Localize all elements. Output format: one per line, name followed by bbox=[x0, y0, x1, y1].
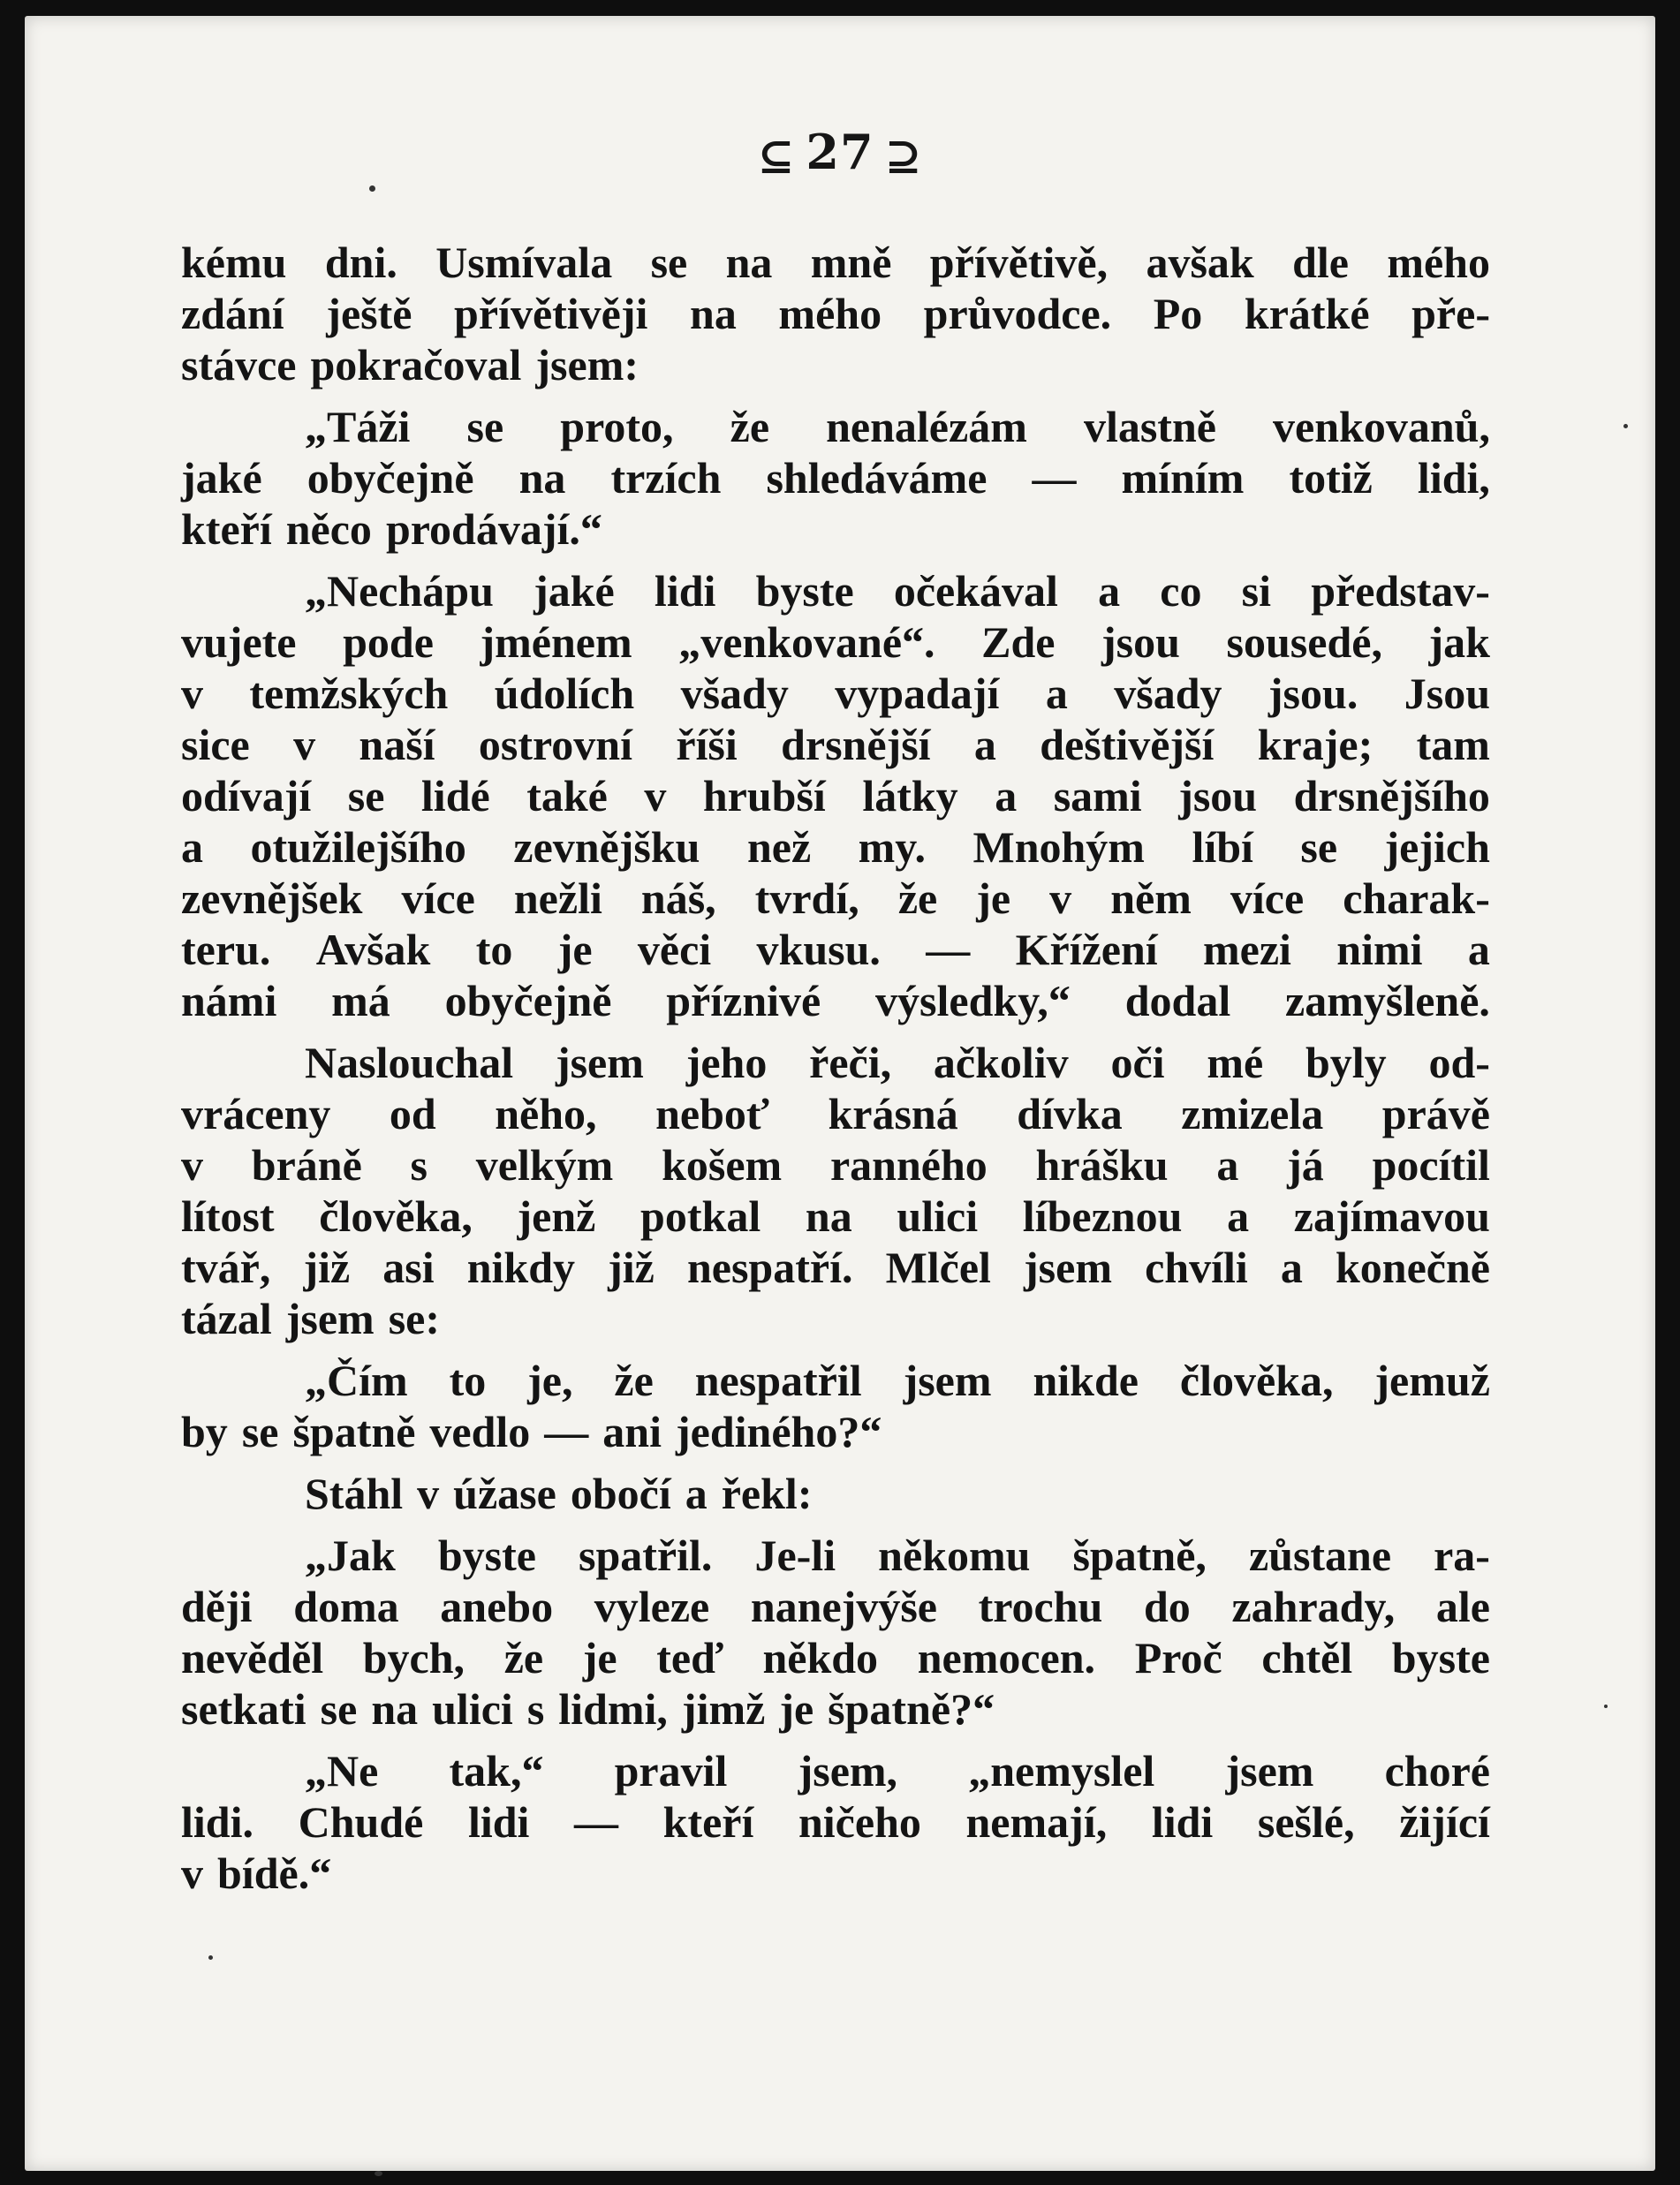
word: v bbox=[181, 669, 203, 718]
word: oči bbox=[1110, 1038, 1165, 1087]
word: mého bbox=[1387, 238, 1490, 287]
text-line bbox=[181, 1683, 1490, 1735]
word: jenž bbox=[517, 1191, 596, 1241]
text-line bbox=[181, 616, 1490, 668]
word: ačkoliv bbox=[933, 1038, 1069, 1087]
word: a bbox=[1227, 1191, 1250, 1241]
word: jsem, bbox=[798, 1746, 898, 1796]
word: všady bbox=[680, 669, 789, 718]
word: lidé bbox=[420, 771, 490, 820]
word: zahrady, bbox=[1231, 1582, 1396, 1631]
word: představ- bbox=[1311, 566, 1490, 616]
word: kraje; bbox=[1257, 720, 1374, 769]
print-speck bbox=[375, 2171, 382, 2176]
word: se bbox=[1300, 822, 1338, 872]
word: deštivější bbox=[1040, 720, 1215, 769]
text-line bbox=[181, 1242, 1490, 1293]
text-line bbox=[181, 1745, 1490, 1796]
word: špatně bbox=[292, 1407, 416, 1456]
word: v bbox=[181, 1140, 203, 1190]
word: pře- bbox=[1411, 289, 1490, 338]
word: špatně?“ bbox=[828, 1684, 995, 1734]
word: pravil bbox=[614, 1746, 728, 1796]
word: zdání bbox=[181, 289, 284, 338]
word: více bbox=[401, 873, 475, 923]
page-number: 27 bbox=[806, 124, 874, 180]
word: to bbox=[475, 925, 513, 974]
word: pokračoval bbox=[310, 340, 522, 389]
word: setkati bbox=[181, 1684, 306, 1734]
word: neboť bbox=[655, 1089, 769, 1138]
word: obyčejně bbox=[444, 976, 612, 1025]
word: tak,“ bbox=[449, 1746, 544, 1796]
body-text bbox=[181, 237, 1490, 1899]
word: spatřil. bbox=[579, 1531, 713, 1580]
word: očekával bbox=[893, 566, 1058, 616]
word: na bbox=[518, 453, 566, 503]
word: byste bbox=[437, 1531, 536, 1580]
word: je bbox=[976, 873, 1011, 923]
word: a bbox=[973, 720, 996, 769]
word: drsnější bbox=[781, 720, 931, 769]
word: nemají, bbox=[965, 1797, 1108, 1847]
word: ničeho bbox=[798, 1797, 921, 1847]
word: pode bbox=[343, 617, 434, 667]
text-line bbox=[181, 1037, 1490, 1088]
word: dle bbox=[1292, 238, 1349, 287]
text-line bbox=[181, 668, 1490, 719]
word: náš, bbox=[640, 873, 716, 923]
word: zmizela bbox=[1181, 1089, 1324, 1138]
word: to bbox=[449, 1356, 487, 1405]
word: nežli bbox=[513, 873, 602, 923]
word: choré bbox=[1384, 1746, 1490, 1796]
text-line bbox=[181, 339, 1490, 390]
word: míním bbox=[1121, 453, 1245, 503]
word: lidi bbox=[654, 566, 716, 616]
word: jediného?“ bbox=[676, 1407, 882, 1456]
word: člověka, bbox=[319, 1191, 473, 1241]
word: jsem bbox=[1225, 1746, 1314, 1796]
word: sousedé, bbox=[1226, 617, 1382, 667]
word: jménem bbox=[480, 617, 632, 667]
word: totiž bbox=[1289, 453, 1373, 503]
word: se bbox=[650, 238, 688, 287]
word: „Jak bbox=[305, 1531, 396, 1580]
word: mezi bbox=[1203, 925, 1291, 974]
word: hrubší bbox=[702, 771, 826, 820]
word: zevnějšku bbox=[513, 822, 700, 872]
word: krásná bbox=[828, 1089, 958, 1138]
word: s bbox=[526, 1684, 545, 1734]
word: všady bbox=[1114, 669, 1222, 718]
page-header bbox=[0, 124, 1680, 182]
word: jaké bbox=[181, 453, 262, 503]
word: příznivé bbox=[666, 976, 821, 1025]
text-line bbox=[181, 1796, 1490, 1848]
text-line bbox=[181, 1468, 1490, 1519]
text-line bbox=[181, 1139, 1490, 1191]
word: lidi bbox=[467, 1797, 530, 1847]
word: — bbox=[574, 1797, 619, 1847]
word: na bbox=[690, 289, 737, 338]
text-line bbox=[181, 565, 1490, 616]
word: vedlo bbox=[429, 1407, 531, 1456]
ornament-right-icon: ⊇ bbox=[884, 132, 923, 180]
word: tvrdí, bbox=[754, 873, 859, 923]
word: věci bbox=[637, 925, 712, 974]
word: líbeznou bbox=[1022, 1191, 1183, 1241]
word: venkovanů, bbox=[1273, 402, 1490, 451]
word: velkým bbox=[475, 1140, 614, 1190]
word: obočí bbox=[570, 1469, 671, 1518]
text-line bbox=[181, 503, 1490, 555]
word: že bbox=[897, 873, 938, 923]
word: Mnohým bbox=[972, 822, 1145, 872]
word: „Ne bbox=[305, 1746, 379, 1796]
word: ději bbox=[181, 1582, 253, 1631]
word: nespatřil bbox=[694, 1356, 862, 1405]
word: již bbox=[608, 1243, 655, 1292]
word: od- bbox=[1428, 1038, 1490, 1087]
word: někomu bbox=[878, 1531, 1031, 1580]
word: teru. bbox=[181, 925, 271, 974]
word: jsou. bbox=[1268, 669, 1358, 718]
text-line bbox=[181, 821, 1490, 873]
text-line bbox=[181, 1581, 1490, 1632]
word: jsem bbox=[1024, 1243, 1112, 1292]
word: bych, bbox=[362, 1633, 465, 1682]
word: ostrovní bbox=[478, 720, 632, 769]
word: výsledky,“ bbox=[875, 976, 1071, 1025]
text-line bbox=[181, 452, 1490, 503]
text-line bbox=[181, 1355, 1490, 1406]
word: že bbox=[730, 402, 770, 451]
word: již bbox=[303, 1243, 351, 1292]
word: — bbox=[544, 1407, 589, 1456]
word: — bbox=[1032, 453, 1077, 503]
word: tázal bbox=[181, 1294, 272, 1343]
word: Mlčel bbox=[885, 1243, 991, 1292]
word: s bbox=[410, 1140, 428, 1190]
word: zůstane bbox=[1248, 1531, 1392, 1580]
word: dni. bbox=[324, 238, 397, 287]
word: jeho bbox=[685, 1038, 768, 1087]
word: byste bbox=[755, 566, 854, 616]
text-line bbox=[181, 770, 1490, 821]
word: je bbox=[557, 925, 593, 974]
word: dodal bbox=[1124, 976, 1231, 1025]
word: hrášku bbox=[1035, 1140, 1169, 1190]
word: vlastně bbox=[1083, 402, 1216, 451]
text-line bbox=[181, 288, 1490, 339]
word: něm bbox=[1110, 873, 1192, 923]
word: kteří bbox=[181, 504, 272, 554]
word: ještě bbox=[326, 289, 412, 338]
word: lidi. bbox=[181, 1797, 254, 1847]
word: a bbox=[995, 771, 1018, 820]
word: žijící bbox=[1399, 1797, 1490, 1847]
word: člověka, bbox=[1179, 1356, 1334, 1405]
word: vyleze bbox=[594, 1582, 710, 1631]
word: shledáváme bbox=[766, 453, 988, 503]
word: konečně bbox=[1335, 1243, 1490, 1292]
word: na bbox=[725, 238, 773, 287]
word: Zde bbox=[981, 617, 1056, 667]
word: jejich bbox=[1384, 822, 1490, 872]
word: košem bbox=[662, 1140, 783, 1190]
word: v bbox=[293, 720, 316, 769]
word: „venkované“. bbox=[678, 617, 935, 667]
word: Chudé bbox=[298, 1797, 424, 1847]
word: že bbox=[614, 1356, 654, 1405]
word: je bbox=[582, 1633, 617, 1682]
word: mně bbox=[810, 238, 892, 287]
word: líbí bbox=[1192, 822, 1253, 872]
word: úžase bbox=[453, 1469, 556, 1518]
word: dívka bbox=[1017, 1089, 1123, 1138]
word: drsnějšího bbox=[1293, 771, 1490, 820]
word: ani bbox=[602, 1407, 662, 1456]
word: údolích bbox=[494, 669, 635, 718]
text-line bbox=[181, 1632, 1490, 1683]
word: my. bbox=[858, 822, 927, 872]
ornament-left-icon: ⊆ bbox=[757, 132, 796, 180]
word: ranného bbox=[829, 1140, 988, 1190]
word: jemuž bbox=[1374, 1356, 1490, 1405]
word: Křížení bbox=[1015, 925, 1158, 974]
word: řeči, bbox=[809, 1038, 892, 1087]
word: doma bbox=[293, 1582, 399, 1631]
word: zajímavou bbox=[1293, 1191, 1490, 1241]
word: ulici bbox=[897, 1191, 979, 1241]
word: Po bbox=[1153, 289, 1203, 338]
word: vujete bbox=[181, 617, 297, 667]
word: jsou bbox=[1178, 771, 1258, 820]
word: lidi, bbox=[1417, 453, 1490, 503]
word: se: bbox=[388, 1294, 440, 1343]
word: temžských bbox=[249, 669, 449, 718]
word: námi bbox=[181, 976, 277, 1025]
word: mé bbox=[1207, 1038, 1264, 1087]
word: a bbox=[1467, 925, 1490, 974]
word: od bbox=[389, 1089, 436, 1138]
word: ra- bbox=[1434, 1531, 1490, 1580]
word: ale bbox=[1435, 1582, 1490, 1631]
word: vkusu. bbox=[756, 925, 881, 974]
word: zamyšleně. bbox=[1285, 976, 1490, 1025]
word: Avšak bbox=[315, 925, 431, 974]
word: bídě.“ bbox=[217, 1849, 332, 1898]
word: teď bbox=[656, 1633, 723, 1682]
word: v bbox=[1049, 873, 1072, 923]
word: špatně, bbox=[1072, 1531, 1207, 1580]
word: kému bbox=[181, 238, 287, 287]
print-speck bbox=[208, 1955, 213, 1960]
word: se bbox=[241, 1407, 279, 1456]
word: je bbox=[779, 1684, 814, 1734]
word: jaké bbox=[534, 566, 615, 616]
word: než bbox=[746, 822, 812, 872]
word: jsem: bbox=[535, 340, 639, 389]
word: „Táži bbox=[305, 402, 411, 451]
word: lidmi, bbox=[558, 1684, 668, 1734]
print-speck bbox=[1604, 1705, 1608, 1708]
word: zevnějšek bbox=[181, 873, 363, 923]
word: prodávají.“ bbox=[385, 504, 602, 554]
word: v bbox=[644, 771, 667, 820]
word: jsem bbox=[903, 1356, 992, 1405]
word: asi bbox=[382, 1243, 435, 1292]
word: odívají bbox=[181, 771, 312, 820]
text-line bbox=[181, 975, 1490, 1026]
print-speck bbox=[1623, 424, 1628, 428]
word: nevěděl bbox=[181, 1633, 324, 1682]
word: obyčejně bbox=[306, 453, 474, 503]
word: co bbox=[1160, 566, 1202, 616]
word: že bbox=[503, 1633, 544, 1682]
word: sami bbox=[1053, 771, 1142, 820]
text-line bbox=[181, 924, 1490, 975]
word: nimi bbox=[1336, 925, 1423, 974]
word: já bbox=[1287, 1140, 1324, 1190]
text-line bbox=[181, 1088, 1490, 1139]
text-line bbox=[181, 401, 1490, 452]
word: — bbox=[926, 925, 971, 974]
word: a bbox=[1045, 669, 1068, 718]
word: naší bbox=[359, 720, 435, 769]
word: sešlé, bbox=[1257, 1797, 1355, 1847]
word: a bbox=[181, 822, 203, 872]
word: látky bbox=[862, 771, 958, 820]
text-line bbox=[181, 1293, 1490, 1344]
word: charak- bbox=[1343, 873, 1490, 923]
text-line bbox=[181, 1530, 1490, 1581]
word: se bbox=[320, 1684, 358, 1734]
word: bráně bbox=[251, 1140, 362, 1190]
word: lidi bbox=[1151, 1797, 1214, 1847]
word: byly bbox=[1305, 1038, 1387, 1087]
word: přívětivěji bbox=[454, 289, 648, 338]
word: potkal bbox=[640, 1191, 761, 1241]
word: krátké bbox=[1244, 289, 1370, 338]
word: má bbox=[331, 976, 390, 1025]
word: a bbox=[1280, 1243, 1303, 1292]
word: ulici bbox=[432, 1684, 513, 1734]
word: tam bbox=[1416, 720, 1490, 769]
word: Stáhl bbox=[305, 1469, 404, 1518]
word: „Nechápu bbox=[305, 566, 494, 616]
word: byste bbox=[1391, 1633, 1490, 1682]
word: nespatří. bbox=[686, 1243, 853, 1292]
word: něho, bbox=[495, 1089, 597, 1138]
word: anebo bbox=[440, 1582, 554, 1631]
text-line bbox=[181, 237, 1490, 288]
word: si bbox=[1241, 566, 1272, 616]
word: sice bbox=[181, 720, 250, 769]
word: Je-li bbox=[754, 1531, 836, 1580]
word: v bbox=[181, 1849, 203, 1898]
text-line bbox=[181, 1191, 1490, 1242]
word: v bbox=[417, 1469, 440, 1518]
word: mého bbox=[778, 289, 882, 338]
word: do bbox=[1144, 1582, 1191, 1631]
word: někdo bbox=[762, 1633, 879, 1682]
word: stávce bbox=[181, 340, 297, 389]
word: „nemyslel bbox=[968, 1746, 1155, 1796]
word: jsem bbox=[285, 1294, 375, 1343]
word: je, bbox=[527, 1356, 573, 1405]
word: Naslouchal bbox=[305, 1038, 514, 1087]
word: nikdy bbox=[466, 1243, 576, 1292]
word: něco bbox=[285, 504, 372, 554]
word: a bbox=[1098, 566, 1121, 616]
word: nemocen. bbox=[917, 1633, 1096, 1682]
word: nenalézám bbox=[826, 402, 1027, 451]
word: jak bbox=[1428, 617, 1490, 667]
word: vypadají bbox=[835, 669, 1000, 718]
word: chtěl bbox=[1261, 1633, 1353, 1682]
text-line bbox=[181, 873, 1490, 924]
word: avšak bbox=[1146, 238, 1254, 287]
text-line bbox=[181, 719, 1490, 770]
word: by bbox=[181, 1407, 228, 1456]
word: se bbox=[466, 402, 504, 451]
word: také bbox=[526, 771, 608, 820]
word: Jsou bbox=[1404, 669, 1490, 718]
word: Proč bbox=[1134, 1633, 1222, 1682]
word: a bbox=[1216, 1140, 1239, 1190]
word: kteří bbox=[662, 1797, 754, 1847]
word: nanejvýše bbox=[750, 1582, 937, 1631]
word: řekl: bbox=[721, 1469, 813, 1518]
word: na bbox=[371, 1684, 419, 1734]
word: přívětivě, bbox=[929, 238, 1109, 287]
text-line bbox=[181, 1848, 1490, 1899]
word: otužilejšího bbox=[250, 822, 466, 872]
word: průvodce. bbox=[923, 289, 1112, 338]
text-line bbox=[181, 1406, 1490, 1457]
word: právě bbox=[1381, 1089, 1490, 1138]
word: se bbox=[347, 771, 385, 820]
word: chvíli bbox=[1145, 1243, 1248, 1292]
word: pocítil bbox=[1372, 1140, 1490, 1190]
word: jimž bbox=[681, 1684, 766, 1734]
word: vráceny bbox=[181, 1089, 331, 1138]
word: jsou bbox=[1101, 617, 1180, 667]
word: trochu bbox=[978, 1582, 1103, 1631]
word: lítost bbox=[181, 1191, 275, 1241]
word: trzích bbox=[610, 453, 722, 503]
word: „Čím bbox=[305, 1356, 408, 1405]
word: na bbox=[805, 1191, 852, 1241]
word: více bbox=[1230, 873, 1305, 923]
word: říši bbox=[676, 720, 738, 769]
word: nikde bbox=[1033, 1356, 1139, 1405]
word: jsem bbox=[555, 1038, 644, 1087]
word: Usmívala bbox=[435, 238, 613, 287]
print-speck bbox=[369, 185, 375, 192]
word: tvář, bbox=[181, 1243, 271, 1292]
word: proto, bbox=[560, 402, 674, 451]
word: a bbox=[685, 1469, 708, 1518]
